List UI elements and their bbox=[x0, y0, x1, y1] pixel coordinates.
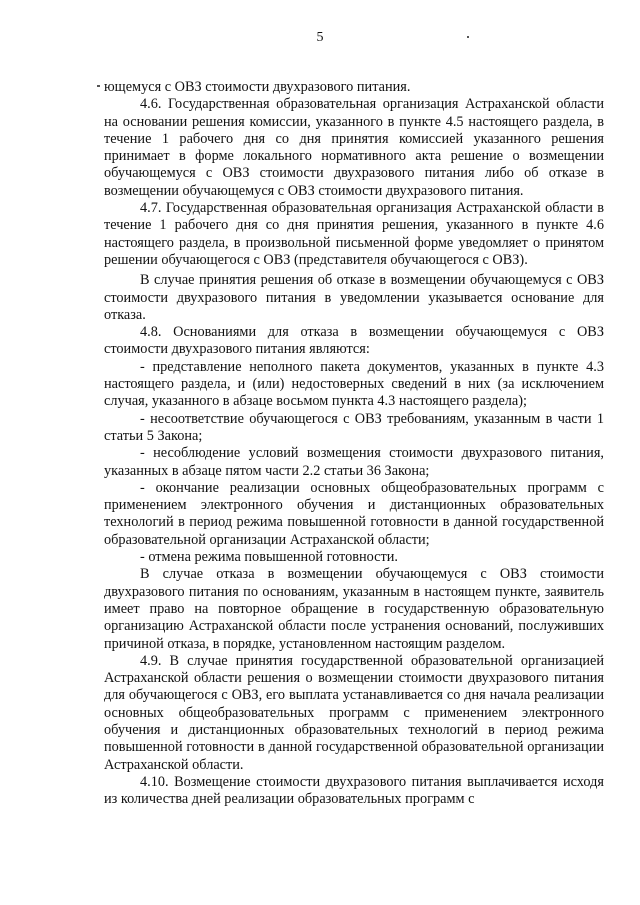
list-item-nonconformity: - несоответствие обучающегося с ОВЗ требованиям, указанным в части 1 статьи 5 Закона; bbox=[104, 410, 604, 444]
list-item-incomplete-documents: - представление неполного пакета документов, указанных в пункте 4.3 настоящего раздела, и (или) недостоверных сведений в них (за исключением случая, указанного в абзаце восьмом пункта 4.3 настоящего раздела); bbox=[104, 358, 604, 410]
document-body bbox=[104, 79, 604, 808]
page-number: 5 bbox=[316, 30, 324, 45]
paragraph-4-6: 4.6. Государственная образовательная организация Астраханской области на основании решения комиссии, указанного в пункте 4.5 настоящего раздела, в течение 1 рабочего дня со дня принятия комиссией указанного решения принимает в форме локального нормативного акта решение о возмещении обучающемуся с ОВЗ стоимости двухразового питания либо об отказе в возмещении обучающемуся с ОВЗ стоимости двухразового питания. bbox=[104, 96, 604, 199]
paragraph-refusal-notice: В случае принятия решения об отказе в возмещении обучающемуся с ОВЗ стоимости двухразового питания в уведомлении указывается основание для отказа. bbox=[104, 272, 604, 323]
paragraph-continuation: ющемуся с ОВЗ стоимости двухразового питания. bbox=[104, 79, 411, 95]
paragraph-4-9: 4.9. В случае принятия государственной образовательной организацией Астраханской области решения о возмещении стоимости двухразового питания для обучающегося с ОВЗ, его выплата устанавливается со дня начала реализации основных общеобразовательных программ с применением электронного обучения и дистанционных образовательных технологий в период режима повышенной готовности в данной государственной образовательной организации Астраханской области. bbox=[104, 652, 604, 773]
list-item-noncompliance: - несоблюдение условий возмещения стоимости двухразового питания, указанных в абзаце пятом части 2.2 статьи 36 Закона; bbox=[104, 445, 604, 479]
list-item-program-end: - окончание реализации основных общеобразовательных программ с применением электронного обучения и дистанционных образовательных технологий в период режима повышенной готовности в данной государственной образовательной организации Астраханской области; bbox=[104, 479, 604, 548]
paragraph-repeat-application: В случае отказа в возмещении обучающемуся с ОВЗ стоимости двухразового питания по основаниям, указанным в настоящем пункте, заявитель имеет право на повторное обращение в государственную образовательную организацию Астраханской области после устранения оснований, послуживших причиной отказа, в порядке, установленном настоящим разделом. bbox=[104, 566, 604, 652]
paragraph-4-7: 4.7. Государственная образовательная организация Астраханской области в течение 1 рабочего дня со дня принятия решения, указанного в пункте 4.6 настоящего раздела, в произвольной письменной форме уведомляет о принятом решении обучающегося с ОВЗ (представителя обучающегося с ОВЗ). bbox=[104, 200, 604, 268]
scan-speck bbox=[467, 36, 469, 38]
paragraph-4-10: 4.10. Возмещение стоимости двухразового питания выплачивается исходя из количества дней реализации образовательных программ с bbox=[104, 773, 604, 808]
list-item-regime-cancel: - отмена режима повышенной готовности. bbox=[140, 549, 398, 566]
scan-speck bbox=[97, 85, 100, 87]
paragraph-4-8: 4.8. Основаниями для отказа в возмещении обучающемуся с ОВЗ стоимости двухразового питания являются: bbox=[104, 324, 604, 358]
